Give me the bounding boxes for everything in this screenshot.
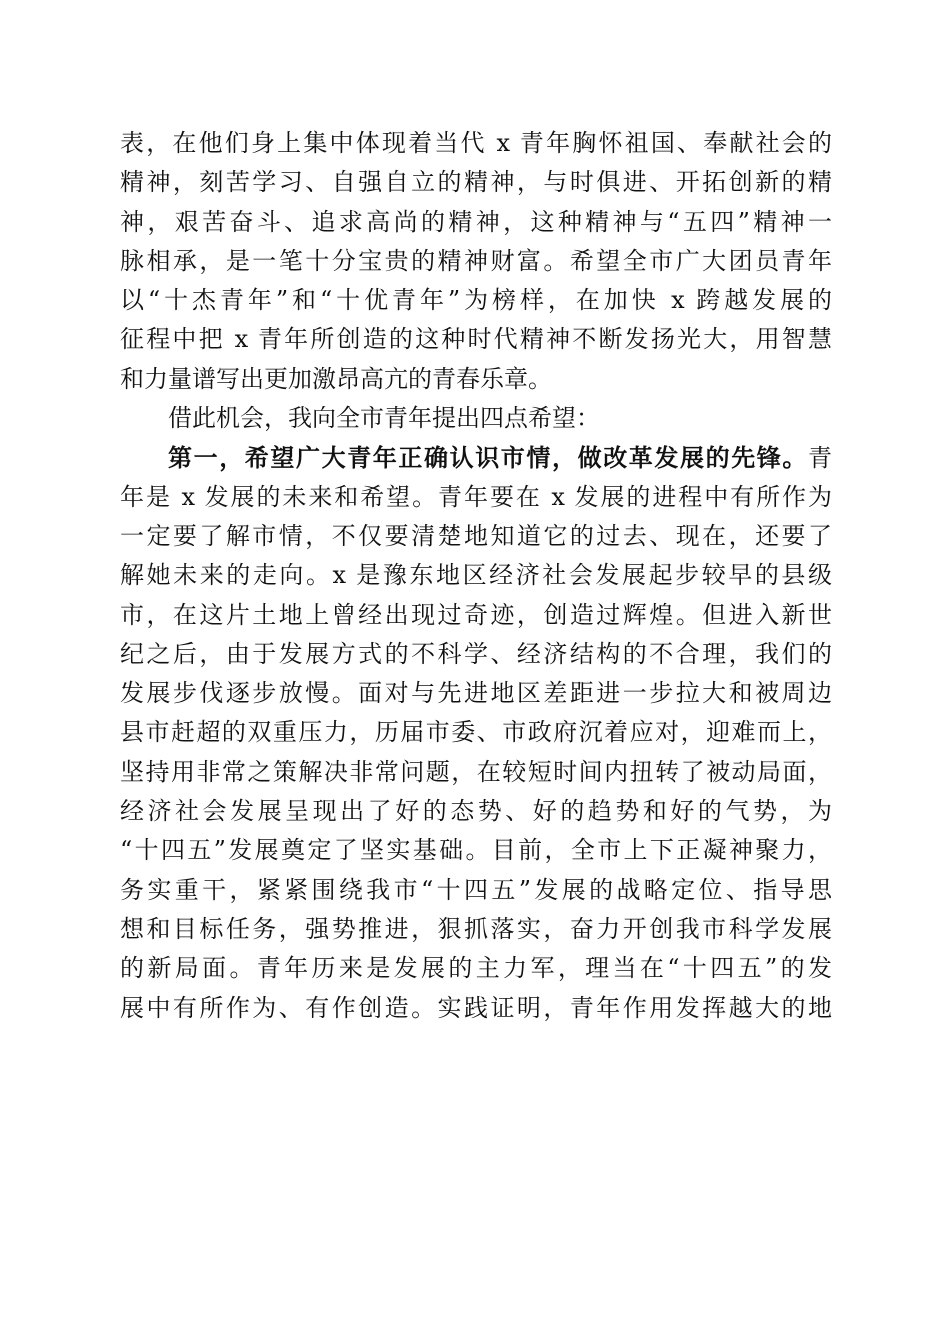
- text-line: 征程中把 x 青年所创造的这种时代精神不断发扬光大，用智慧: [120, 325, 832, 354]
- text-line: “十四五”发展奠定了坚实基础。目前，全市上下正凝神聚力，: [120, 836, 832, 865]
- point-one-heading: 第一，希望广大青年正确认识市情，做改革发展的先锋。: [168, 443, 808, 473]
- text-line: 表，在他们身上集中体现着当代 x 青年胸怀祖国、奉献社会的: [120, 129, 832, 157]
- text-line: 展中有所作为、有作创造。实践证明，青年作用发挥越大的地: [120, 993, 832, 1022]
- text-line: 和力量谱写出更加激昂高亢的青春乐章。: [120, 364, 552, 393]
- text-line: 市，在这片土地上曾经出现过奇迹，创造过辉煌。但进入新世: [120, 600, 832, 629]
- text-line: 解她未来的走向。x 是豫东地区经济社会发展起步较早的县级: [120, 561, 832, 590]
- text-line: 发展步伐逐步放慢。面对与先进地区差距进一步拉大和被周边: [120, 679, 832, 708]
- text-fragment: 青: [808, 444, 832, 473]
- text-line: 年是 x 发展的未来和希望。青年要在 x 发展的进程中有所作为: [120, 482, 832, 511]
- text-line: 脉相承，是一笔十分宝贵的精神财富。希望全市广大团员青年: [120, 246, 832, 275]
- paragraph-heading-line: [120, 438, 832, 477]
- text-line: 务实重干，紧紧围绕我市“十四五”发展的战略定位、指导思: [120, 875, 832, 904]
- text-line: 的新局面。青年历来是发展的主力军，理当在“十四五”的发: [120, 954, 832, 983]
- text-line: 神，艰苦奋斗、追求高尚的精神，这种精神与“五四”精神一: [120, 207, 832, 236]
- text-line: 坚持用非常之策解决非常问题，在较短时间内扭转了被动局面，: [120, 757, 832, 786]
- text-line: 一定要了解市情，不仅要清楚地知道它的过去、现在，还要了: [120, 521, 832, 550]
- text-line: 经济社会发展呈现出了好的态势、好的趋势和好的气势，为: [120, 797, 832, 826]
- text-line: 以“十杰青年”和“十优青年”为榜样，在加快 x 跨越发展的: [120, 286, 832, 315]
- text-line: 县市赶超的双重压力，历届市委、市政府沉着应对，迎难而上，: [120, 718, 832, 747]
- body-text: [120, 124, 832, 1028]
- text-line: 纪之后，由于发展方式的不科学、经济结构的不合理，我们的: [120, 639, 832, 668]
- text-line: 精神，刻苦学习、自强自立的精神，与时俱进、开拓创新的精: [120, 168, 832, 197]
- paragraph-intro: 借此机会，我向全市青年提出四点希望：: [168, 404, 600, 433]
- text-line: 想和目标任务，强势推进，狠抓落实，奋力开创我市科学发展: [120, 914, 832, 943]
